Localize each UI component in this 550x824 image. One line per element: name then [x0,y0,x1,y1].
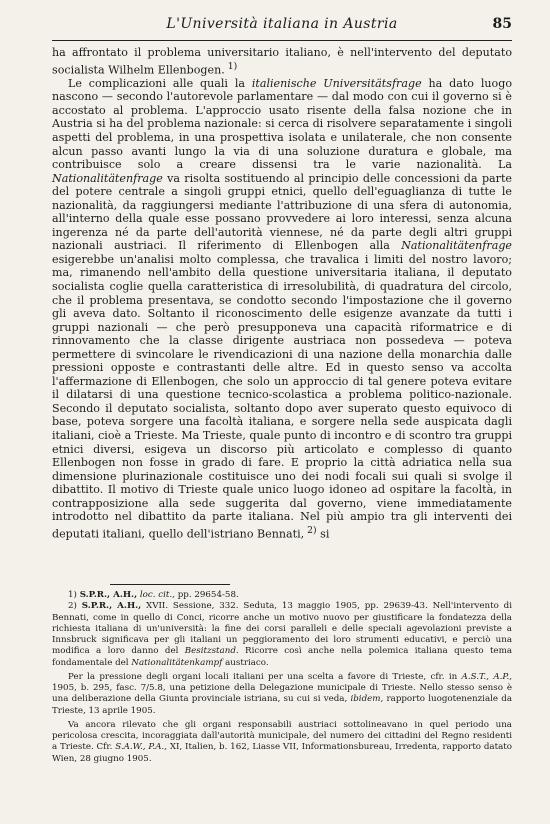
footnote-text: rapporto luogotenenziale da Trieste, 13 aprile 1905. [52,694,512,716]
footnote-text: austriaco. [222,657,269,668]
footnote-1 [52,590,512,601]
paragraph-text: ha affrontato il problema universitario italiano, è nell'intervento del deputato socialista Wilhelm Ellenbogen. [52,46,512,77]
footnote-ref-2: 2) [304,524,317,536]
footnote-number: 2) [68,601,82,612]
footnotes [52,590,512,765]
footnote-text: Va ancora rilevato che gli organi responsabili austriaci sottolineavano in quel periodo una pericolosa crescita, incoraggiata dall'autorità municipale, del numero dei cittadini del Regno residenti a Trieste. Cfr. [52,719,512,753]
footnote-text: Per la pressione degli organi locali italiani per una scelta a favore di Trieste, cfr. in [68,671,462,682]
italic-term: Nationalitätenfrage [401,239,512,253]
footnote-4 [52,720,512,765]
footnote-text: XVII. Sessione, 332. Seduta, 13 maggio 1905, pp. 29639-43. Nell'intervento di Bennati, come in quello di Conci, ricorre anche un motivo nuovo per giustificare la fondatezza della richiesta italiana di un'università: la fine dei corsi paralleli e delle speciali agevolazioni previste a Innsbruck significava per gli italiani un peggioramento dei loro strumenti educativi, e perciò una modifica a loro danno del [52,601,512,657]
paragraph-text: va risolta sostituendo al principio delle concessioni da parte del potere centrale a singoli gruppi etnici, quello dell'eguaglianza di tutte le nazionalità, da raggiungersi mediante l'attribuzione di una sfera di autonomia, all'interno della quale esse possano provvedere ai loro interessi, senza alcuna ingerenza né da parte dell'autorità viennese, né da parte degli altri gruppi nazionali austriaci. Il riferimento di Ellenbogen alla [52,171,512,253]
paragraph-text: ha dato luogo nascono — secondo l'autorevole parlamentare — dal modo con cui il governo si è accostato al problema. L'approccio usato risente della falsa nozione che in Austria si ha del problema nazionale: si cerca di risolvere separatamente i singoli aspetti del problema, in una prospettiva isolata e unilaterale, che non consente alcun passo avanti lungo la via di una soluzione duratura e globale, ma contribuisce solo a creare dissensi tra le varie nazionalità. La [52,76,512,172]
body-text [52,46,512,541]
paragraph-1 [52,46,512,77]
paragraph-text: Le complicazioni alle quali la [68,76,252,90]
footnote-separator [110,584,230,585]
footnote-italic: ibidem, [350,694,384,705]
page-header [52,14,512,41]
running-head: L'Università italiana in Austria [166,16,398,32]
source-abbreviation: S.P.R., A.H., [81,601,142,612]
footnote-italic: Besitzstand. [184,646,239,657]
footnote-italic: loc. cit., [137,590,175,600]
footnote-number: 1) [68,590,80,600]
paragraph-text: si [316,527,330,541]
footnote-ref-1: 1) [224,60,238,72]
page-number: 85 [492,16,512,32]
footnote-text: 1905, b. 295, fasc. 7/5.8, una petizione della Delegazione municipale di Trieste. Nello stesso senso è una deliberazione della Giunta provinciale istriana, su cui si veda, [52,683,512,705]
source-abbreviation: S.P.R., A.H., [79,590,138,600]
paragraph-text: esigerebbe un'analisi molto complessa, che travalica i limiti del nostro lavoro; ma, rimanendo nell'ambito della questione universitaria italiana, il deputato socialista coglie quella caratteristica di irresolubilità, di quadratura del circolo, che il problema presentava, se condotto secondo l'impostazione che il governo gli aveva dato. Soltanto il riconoscimento delle esigenze avanzate da tutti i gruppi nazionali — che però presupponeva una capacità riformatrice e di rinnovamento che la classe dirigente austriaca non possedeva — poteva permettere di svincolare le rivendicazioni di una nazione della monarchia dalle pressioni opposte e contrastanti delle altre. Ed in questo senso va accolta l'affermazione di Ellenbogen, che solo un approccio di tal genere poteva evitare il dilatarsi di una questione tecnico-scolastica a problema politico-nazionale. Secondo il deputato socialista, soltanto dopo aver superato questo equivoco di base, poteva sorgere una facoltà italiana, e sorgere nella sede auspicata dagli italiani, cioè a Trieste. Ma Trieste, quale punto di incontro e di scontro tra gruppi etnici diversi, esigeva un discorso più articolato e complesso di quanto Ellenbogen non fosse in grado di fare. E proprio la città adriatica nella sua dimensione plurinazionale costituisce uno dei nodi focali sui quali si svolge il dibattito. Il motivo di Trieste quale unico luogo idoneo ad ospitare la facoltà, in contrapposizione alla sede suggerita dal governo, viene immediatamente introdotto nel dibattito da parte italiana. Nel più ampio tra gli interventi dei deputati italiani, quello dell'istriano Bennati, [52,252,513,541]
footnote-text: pp. 29654-58. [174,590,239,600]
paragraph-2 [52,77,512,541]
footnote-italic: A.S.T., A.P., [461,671,512,682]
footnote-2 [52,601,512,669]
footnote-italic: Nationalitätenkampf [131,657,223,668]
italic-term: italienische Universitätsfrage [251,76,422,90]
footnote-text: XI, Italien, b. 162, Liasse VII, Informationsbureau, Irredenta, rapporto datato Wien, 28 giugno 1905. [52,742,512,764]
footnote-italic: S.A.W., P.A., [115,742,168,753]
footnote-text: Ricorre così anche nella polemica italiana questo tema fondamentale del [52,646,512,668]
footnote-3 [52,672,512,717]
italic-term: Nationalitätenfrage [52,171,163,185]
